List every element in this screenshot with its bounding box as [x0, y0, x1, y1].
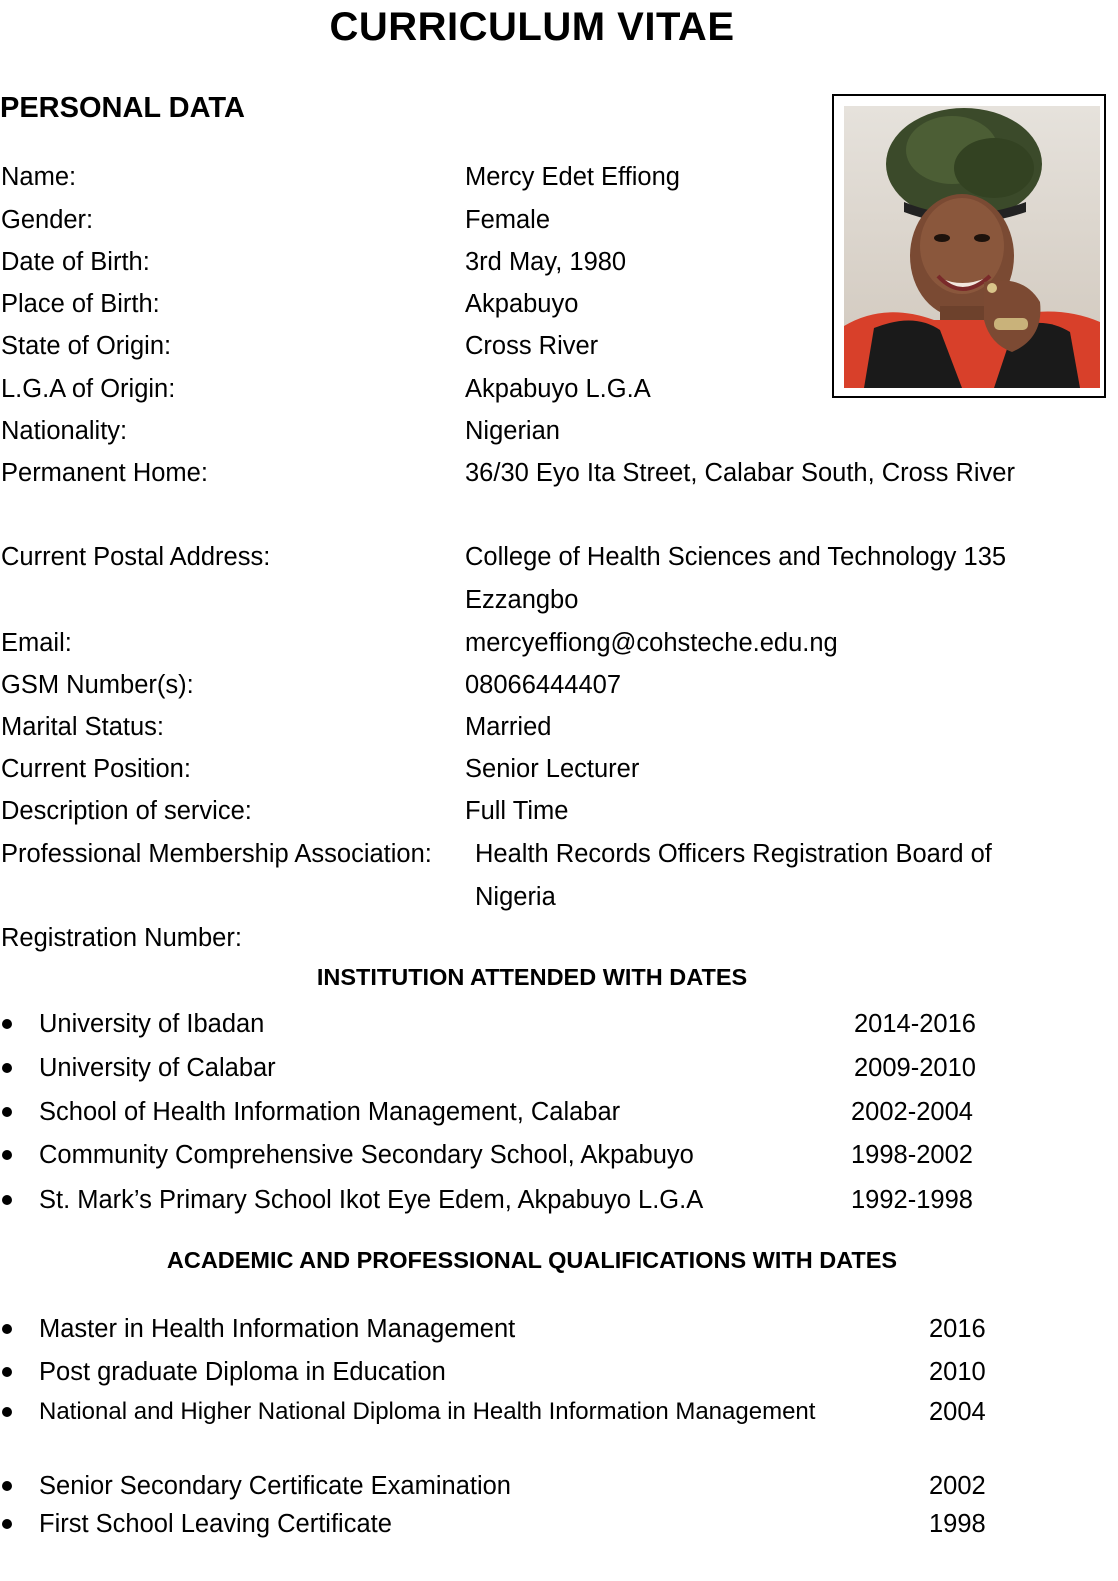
label-permanent-home: Permanent Home: — [1, 459, 208, 487]
cv-title: CURRICULUM VITAE — [329, 5, 735, 49]
qualifications-heading: ACADEMIC AND PROFESSIONAL QUALIFICATIONS WITH DATES — [166, 1247, 898, 1273]
label-professional-membership: Professional Membership Association: — [1, 840, 432, 868]
value-permanent-home: 36/30 Eyo Ita Street, Calabar South, Cross River — [465, 459, 1015, 487]
label-email: Email: — [1, 629, 72, 657]
institution-name: Community Comprehensive Secondary School, Akpabuyo — [39, 1141, 694, 1169]
passport-photo-frame — [832, 94, 1106, 398]
value-current-position: Senior Lecturer — [465, 755, 640, 783]
qualification-name: Senior Secondary Certificate Examination — [39, 1472, 511, 1500]
value-name: Mercy Edet Effiong — [465, 163, 680, 191]
institution-name: School of Health Information Management, Calabar — [39, 1098, 621, 1126]
label-current-position: Current Position: — [1, 755, 191, 783]
qualification-year: 1998 — [929, 1510, 986, 1538]
label-gender: Gender: — [1, 206, 94, 234]
qualification-name: First School Leaving Certificate — [39, 1510, 392, 1538]
institution-dates: 1998-2002 — [851, 1141, 973, 1169]
value-postal-address: College of Health Sciences and Technology 135 Ezzangbo — [465, 543, 1007, 614]
value-nationality: Nigerian — [465, 417, 560, 445]
institution-dates: 2009-2010 — [854, 1054, 976, 1082]
label-registration-number: Registration Number: — [1, 924, 242, 952]
list-bullet — [0, 1517, 14, 1531]
value-state-of-origin: Cross River — [465, 332, 599, 360]
institution-dates: 1992-1998 — [851, 1186, 973, 1214]
label-postal-address: Current Postal Address: — [1, 543, 271, 571]
list-bullet — [0, 1479, 14, 1493]
list-bullet — [0, 1193, 14, 1207]
list-bullet — [0, 1322, 14, 1336]
label-description-of-service: Description of service: — [1, 797, 252, 825]
label-state-of-origin: State of Origin: — [1, 332, 172, 360]
institution-name: University of Ibadan — [39, 1010, 265, 1038]
value-gsm-number: 08066444407 — [465, 671, 622, 699]
institution-name: University of Calabar — [39, 1054, 276, 1082]
value-marital-status: Married — [465, 713, 552, 741]
qualification-name: Post graduate Diploma in Education — [39, 1358, 446, 1386]
value-gender: Female — [465, 206, 551, 234]
institution-dates: 2014-2016 — [854, 1010, 976, 1038]
portrait-illustration — [844, 106, 1100, 388]
list-bullet — [0, 1061, 14, 1075]
passport-photo — [844, 106, 1100, 388]
list-bullet — [0, 1365, 14, 1379]
qualification-year: 2016 — [929, 1315, 986, 1343]
value-date-of-birth: 3rd May, 1980 — [465, 248, 627, 276]
label-nationality: Nationality: — [1, 417, 128, 445]
qualification-name: Master in Health Information Management — [39, 1315, 516, 1343]
institution-dates: 2002-2004 — [851, 1098, 973, 1126]
value-description-of-service: Full Time — [465, 797, 569, 825]
label-date-of-birth: Date of Birth: — [1, 248, 150, 276]
qualification-year: 2004 — [929, 1398, 986, 1426]
qualification-year: 2002 — [929, 1472, 986, 1500]
institutions-heading: INSTITUTION ATTENDED WITH DATES — [316, 964, 748, 990]
list-bullet — [0, 1405, 14, 1419]
label-gsm-number: GSM Number(s): — [1, 671, 194, 699]
value-lga-of-origin: Akpabuyo L.G.A — [465, 375, 651, 403]
value-place-of-birth: Akpabuyo — [465, 290, 579, 318]
list-bullet — [0, 1017, 14, 1031]
label-lga-of-origin: L.G.A of Origin: — [1, 375, 176, 403]
list-bullet — [0, 1105, 14, 1119]
qualification-name: National and Higher National Diploma in Health Information Management — [39, 1398, 816, 1425]
section-personal-data: PERSONAL DATA — [0, 92, 245, 124]
label-marital-status: Marital Status: — [1, 713, 164, 741]
label-name: Name: — [1, 163, 77, 191]
list-bullet — [0, 1148, 14, 1162]
institution-name: St. Mark’s Primary School Ikot Eye Edem, Akpabuyo L.G.A — [39, 1186, 704, 1214]
value-professional-membership: Health Records Officers Registration Board of Nigeria — [475, 840, 992, 911]
label-place-of-birth: Place of Birth: — [1, 290, 160, 318]
value-email: mercyeffiong@cohsteche.edu.ng — [465, 629, 838, 657]
qualification-year: 2010 — [929, 1358, 986, 1386]
